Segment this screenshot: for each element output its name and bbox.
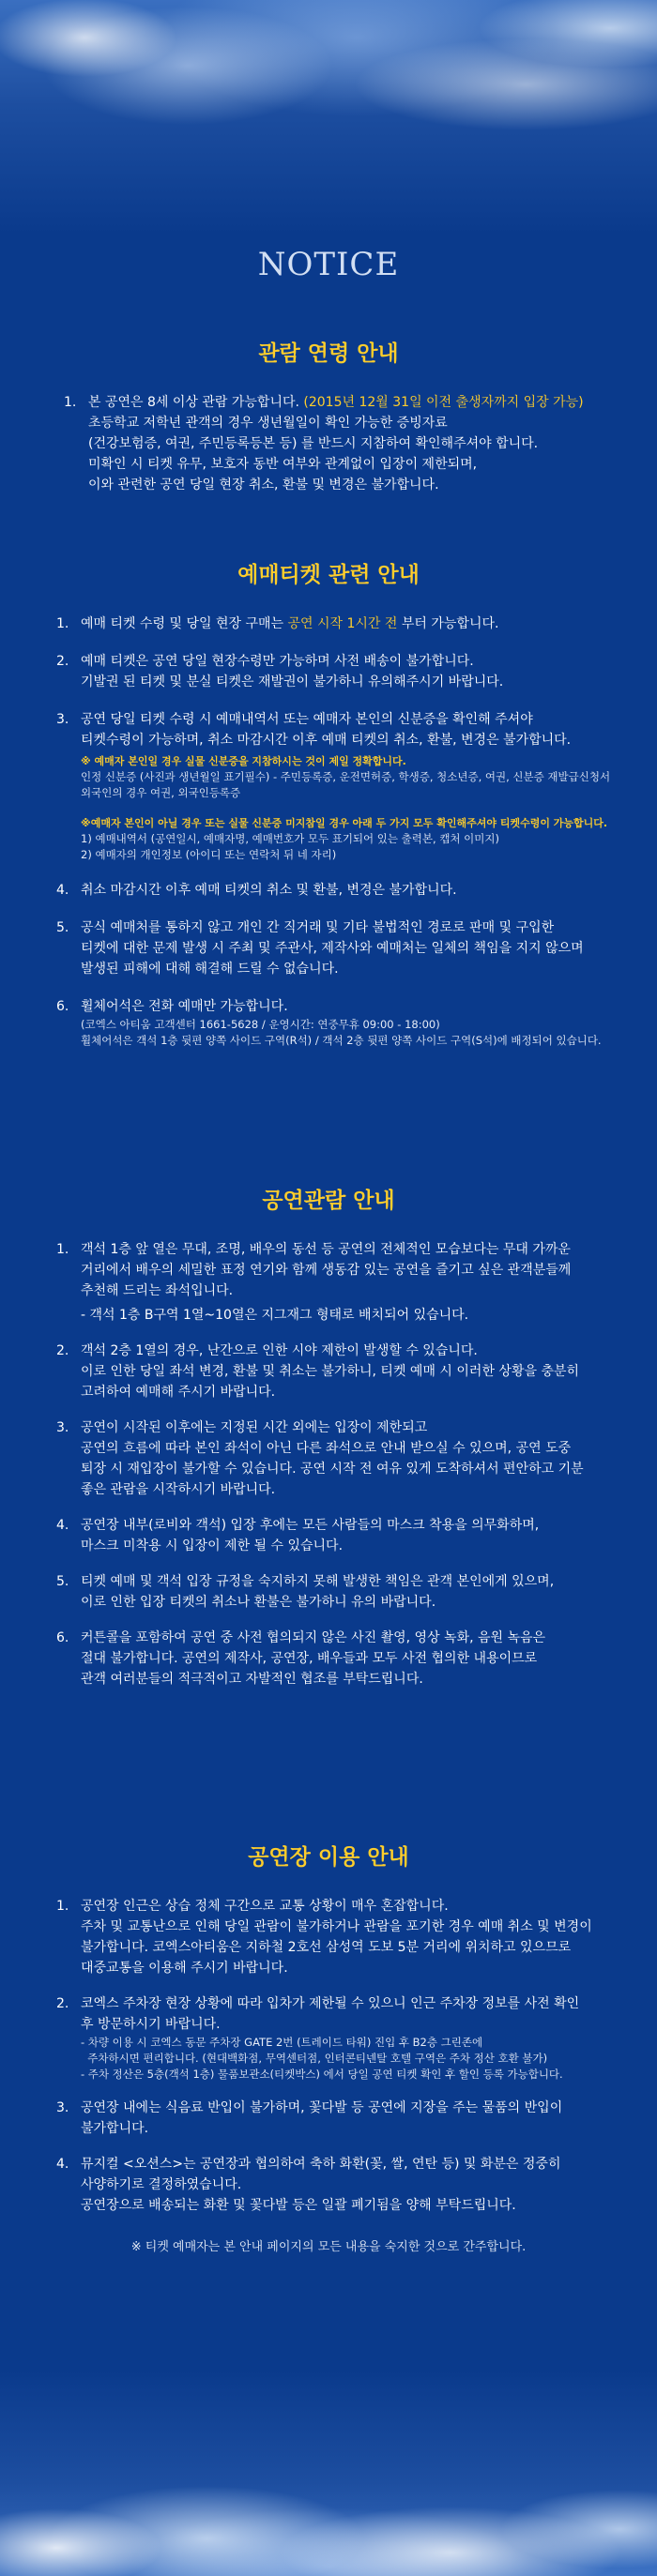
item-text-line: 초등학교 저학년 관객의 경우 생년월일이 확인 가능한 증빙자료	[88, 416, 448, 431]
list-item	[56, 1239, 638, 1326]
item-text-line: 후 방문하시기 바랍니다.	[81, 2017, 221, 2032]
item-text-line: 예매 티켓 수령 및 당일 현장 구매는	[81, 616, 288, 631]
list-item	[56, 614, 638, 634]
item-number: 4.	[56, 883, 69, 898]
item-number: 2.	[56, 654, 69, 669]
item-text-line: 거리에서 배우의 세밀한 표정 연기와 함께 생동감 있는 공연을 즐기고 싶은 관객분들께	[81, 1263, 572, 1278]
list-item	[56, 917, 638, 979]
note-highlight: ※예매자 본인이 아닐 경우 또는 실물 신분증 미지참일 경우 아래 두 가지 모두 확인해주셔야 티켓수령이 가능합니다.	[81, 817, 608, 829]
note-line: 인정 신분증 (사진과 생년월일 표기필수) - 주민등록증, 운전면허증, 학생증, 청소년증, 여권, 신분증 재발급신청서	[81, 770, 611, 783]
footnote: ※ 티켓 예매자는 본 안내 페이지의 모든 내용을 숙지한 것으로 간주합니다.	[130, 2240, 527, 2254]
notice-title: NOTICE	[257, 246, 400, 283]
item-text-line: 마스크 미착용 시 입장이 제한 될 수 있습니다.	[81, 1538, 344, 1553]
item-number: 1.	[56, 1899, 69, 1914]
item-text-line: (건강보험증, 여권, 주민등록등본 등) 를 반드시 지참하여 확인해주셔야 합니다.	[88, 436, 539, 451]
item-highlight: (2015년 12월 31일 이전 출생자까지 입장 가능)	[303, 395, 584, 410]
list-item	[56, 1515, 638, 1556]
item-text-line: 부터 가능합니다.	[397, 616, 499, 631]
item-text-line: 이로 인한 입장 티켓의 취소나 환불은 불가하니 유의 바랍니다.	[81, 1595, 436, 1610]
item-text-line: 고려하여 예매해 주시기 바랍니다.	[81, 1385, 276, 1400]
item-text-line: 대중교통을 이용해 주시기 바랍니다.	[81, 1961, 288, 1976]
item-number: 5.	[56, 920, 69, 935]
item-text	[81, 614, 638, 634]
list-item	[56, 651, 638, 692]
item-text-line: - 객석 1층 B구역 1열~10열은 지그재그 형태로 배치되어 있습니다.	[81, 1308, 469, 1323]
section-title-viewing: 공연관람 안내	[262, 1189, 395, 1213]
item-text-line: 퇴장 시 재입장이 불가할 수 있습니다. 공연 시작 전 여유 있게 도착하셔서 편안하고 기분	[81, 1462, 584, 1477]
item-text-line: 공연장 내에는 식음료 반입이 불가하며, 꽃다발 등 공연에 지장을 주는 물품의 반입이	[81, 2100, 563, 2115]
list-item	[56, 1628, 638, 1690]
list-item	[56, 880, 638, 901]
item-text-line: 기발권 된 티켓 및 분실 티켓은 재발권이 불가하니 유의해주시기 바랍니다.	[81, 674, 504, 689]
item-number: 1.	[56, 616, 69, 631]
item-number: 1.	[56, 1242, 69, 1257]
list-item	[56, 2154, 638, 2216]
item-number: 3.	[56, 2100, 69, 2115]
list-item	[56, 709, 638, 863]
item-text	[88, 392, 627, 413]
item-number: 2.	[56, 1996, 69, 2011]
note-highlight: ※ 예매자 본인일 경우 실물 신분증을 지참하시는 것이 제일 정확합니다.	[81, 755, 406, 767]
item-text-line: 공연장 내부(로비와 객석) 입장 후에는 모든 사람들의 마스크 착용을 의무화하며,	[81, 1518, 540, 1533]
item-number: 3.	[56, 1420, 69, 1435]
list-item	[56, 2098, 638, 2139]
item-text-line: 주차 및 교통난으로 인해 당일 관람이 불가하거나 관람을 포기한 경우 예매 취소 및 변경이	[81, 1919, 592, 1934]
item-text-line: 좋은 관람을 시작하시기 바랍니다.	[81, 1482, 276, 1497]
section-venue	[0, 1843, 657, 2254]
item-text-line: 객석 2층 1열의 경우, 난간으로 인한 시야 제한이 발생할 수 있습니다.	[81, 1343, 478, 1358]
item-text-line: 이와 관련한 공연 당일 현장 취소, 환불 및 변경은 불가합니다.	[88, 477, 439, 492]
item-text-line: 사양하기로 결정하였습니다.	[81, 2177, 242, 2192]
item-text-line: 객석 1층 앞 열은 무대, 조명, 배우의 동선 등 공연의 전체적인 모습보다는 무대 가까운	[81, 1242, 571, 1257]
item-text-line: 뮤지컬 <오션스>는 공연장과 협의하여 축하 화환(꽃, 쌀, 연탄 등) 및 화분은 정중히	[81, 2157, 561, 2172]
item-number: 4.	[56, 2157, 69, 2172]
note-line: 외국인의 경우 여권, 외국인등록증	[81, 786, 241, 799]
item-text-line: 관객 여러분들의 적극적이고 자발적인 협조를 부탁드립니다.	[81, 1672, 423, 1687]
water-splash-top	[0, 0, 657, 235]
item-text-line: 공연장 인근은 상습 정체 구간으로 교통 상황이 매우 혼잡합니다.	[81, 1899, 449, 1914]
item-text-line: 티켓 예매 및 객석 입장 규정을 숙지하지 못해 발생한 책임은 관객 본인에게 있으며,	[81, 1574, 555, 1589]
section-title-venue: 공연장 이용 안내	[248, 1845, 409, 1870]
item-text-line: 불가합니다. 코엑스아티움은 지하철 2호선 삼성역 도보 5분 거리에 위치하고 있으므로	[81, 1940, 572, 1955]
item-number: 1.	[64, 395, 77, 410]
item-text-line: 미확인 시 티켓 유무, 보호자 동반 여부와 관계없이 입장이 제한되며,	[88, 457, 478, 472]
item-text-line: 커튼콜을 포함하여 공연 중 사전 협의되지 않은 사진 촬영, 영상 녹화, 음원 녹음은	[81, 1630, 546, 1645]
item-number: 3.	[56, 712, 69, 727]
sub-line: 휠체어석은 객석 1층 뒷편 양쪽 사이드 구역(R석) / 객석 2층 뒷편 양쪽 사이드 구역(S석)에 배정되어 있습니다.	[81, 1034, 602, 1047]
item-text-line: 본 공연은 8세 이상 관람 가능합니다.	[88, 395, 304, 410]
item-text-line: 공연이 시작된 이후에는 지정된 시간 외에는 입장이 제한되고	[81, 1420, 428, 1435]
sub-line: 주차하시면 편리합니다. (현대백화점, 무역센터점, 인터콘티넨탈 호텔 구역은 주차 정산 호환 불가)	[81, 2052, 548, 2065]
item-text-line: 절대 불가합니다. 공연의 제작사, 공연장, 배우들과 모두 사전 협의한 내용이므로	[81, 1651, 538, 1666]
item-highlight: 공연 시작 1시간 전	[287, 616, 398, 631]
section-age	[0, 340, 657, 495]
list-item	[56, 1571, 638, 1613]
item-text-line: 공연의 흐름에 따라 본인 좌석이 아닌 다른 좌석으로 안내 받으실 수 있으며, 공연 도중	[81, 1441, 572, 1456]
list-item	[56, 1896, 638, 1978]
item-text-line: 휠체어석은 전화 예매만 가능합니다.	[81, 999, 288, 1014]
item-text-line: 추천해 드리는 좌석입니다.	[81, 1283, 234, 1298]
item-text-line: 이로 인한 당일 좌석 변경, 환불 및 취소는 불가하니, 티켓 예매 시 이러한 상황을 충분히	[81, 1364, 580, 1379]
item-text-line: 발생된 피해에 대해 해결해 드릴 수 없습니다.	[81, 962, 339, 977]
item-number: 6.	[56, 1630, 69, 1645]
list-item	[56, 1417, 638, 1500]
section-viewing	[0, 1187, 657, 1690]
item-text-line: 공식 예매처를 통하지 않고 개인 간 직거래 및 기타 불법적인 경로로 판매 및 구입한	[81, 920, 555, 935]
sub-line: (코엑스 아티움 고객센터 1661-5628 / 운영시간: 연중무휴 09:00 - 18:00)	[81, 1018, 440, 1031]
section-title-ticket: 예매티켓 관련 안내	[237, 563, 420, 587]
item-text-line: 취소 마감시간 이후 예매 티켓의 취소 및 환불, 변경은 불가합니다.	[81, 883, 457, 898]
item-number: 2.	[56, 1343, 69, 1358]
list-item	[56, 996, 638, 1049]
item-text-line: 티켓에 대한 문제 발생 시 주최 및 주관사, 제작사와 예매처는 일체의 책임을 지지 않으며	[81, 941, 584, 956]
list-item	[56, 1341, 638, 1402]
item-text-line: 공연 당일 티켓 수령 시 예매내역서 또는 예매자 본인의 신분증을 확인해 주셔야	[81, 712, 533, 727]
item-number: 4.	[56, 1518, 69, 1533]
list-item	[64, 392, 627, 495]
note-line: 2) 예매자의 개인정보 (아이디 또는 연락처 뒤 네 자리)	[81, 848, 337, 861]
item-text-line: 공연장으로 배송되는 화환 및 꽃다발 등은 일괄 폐기됨을 양해 부탁드립니다.	[81, 2198, 516, 2213]
item-number: 6.	[56, 999, 69, 1014]
list-item	[56, 1993, 638, 2083]
sub-line: - 차량 이용 시 코엑스 동문 주차장 GATE 2번 (트레이드 타워) 진입 후 B2층 그린존에	[81, 2036, 483, 2049]
section-ticket	[0, 561, 657, 1049]
section-title-age: 관람 연령 안내	[258, 341, 399, 366]
item-text-line: 티켓수령이 가능하며, 취소 마감시간 이후 예매 티켓의 취소, 환불, 변경은 불가합니다.	[81, 733, 572, 748]
note-line: 1) 예매내역서 (공연일시, 예매자명, 예매번호가 모두 표기되어 있는 출력본, 캡처 이미지)	[81, 832, 500, 845]
water-splash-bottom	[0, 2370, 657, 2576]
sub-line: - 주차 정산은 5층(객석 1층) 물품보관소(티켓박스) 에서 당일 공연 티켓 확인 후 할인 등록 가능합니다.	[81, 2068, 563, 2081]
item-text-line: 예매 티켓은 공연 당일 현장수령만 가능하며 사전 배송이 불가합니다.	[81, 654, 474, 669]
item-number: 5.	[56, 1574, 69, 1589]
item-text-line: 코엑스 주차장 현장 상황에 따라 입차가 제한될 수 있으니 인근 주차장 정보를 사전 확인	[81, 1996, 580, 2011]
item-text-line: 불가합니다.	[81, 2121, 149, 2136]
